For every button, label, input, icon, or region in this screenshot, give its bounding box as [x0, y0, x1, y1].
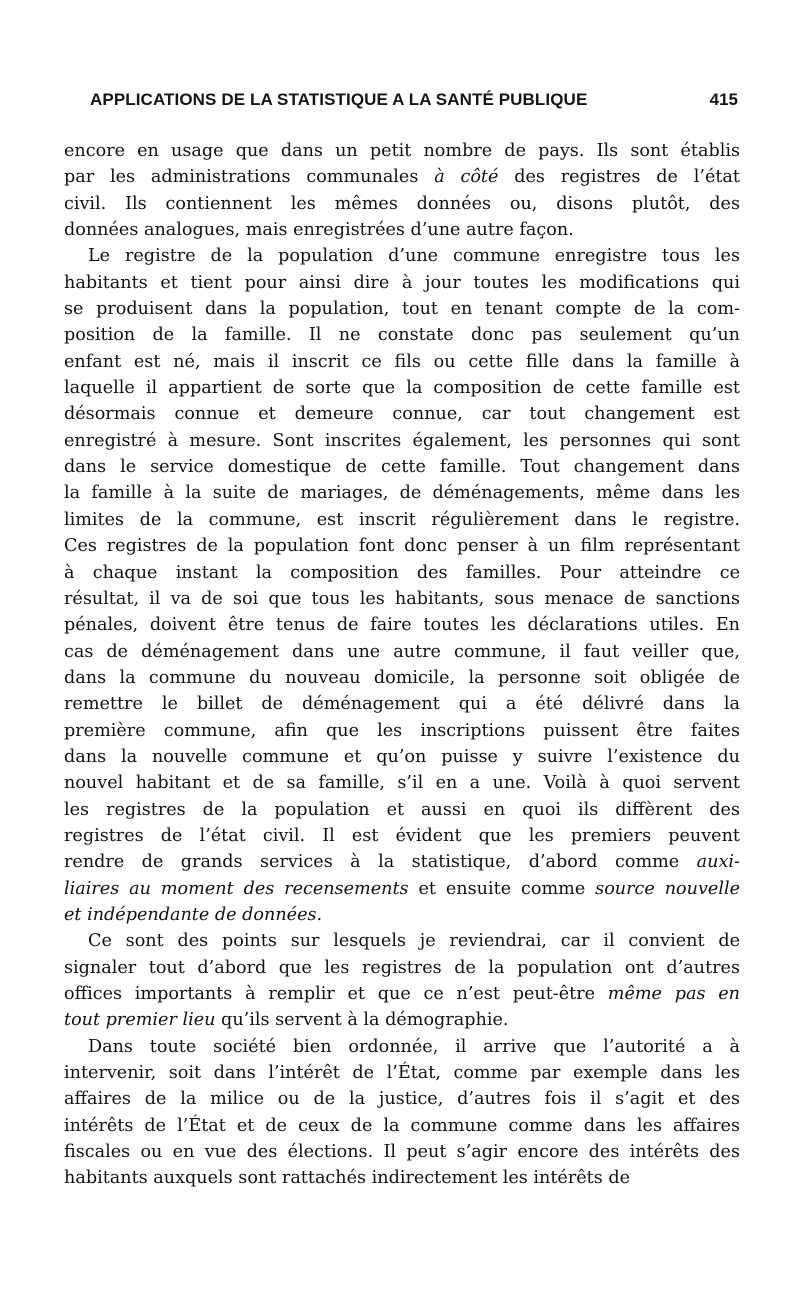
text-line: [64, 876, 740, 902]
text-run: données analogues, mais enregistrées d’une autre façon.: [64, 220, 574, 241]
text-line: [64, 981, 740, 1007]
text-line: [64, 401, 740, 427]
text-run: résultat, il va de soi que tous les habitants, sous menace de sanctions: [64, 588, 740, 609]
text-run: Ces registres de la population font donc penser à un film représentant: [64, 536, 740, 557]
text-run: civil. Ils contiennent les mêmes données ou, disons plutôt, des: [64, 193, 740, 214]
text-run: et ensuite comme: [408, 878, 596, 899]
text-run: signaler tout d’abord que les registres de la population ont d’autres: [64, 957, 740, 978]
text-run: par les administrations communales: [64, 167, 435, 188]
text-run: intervenir, soit dans l’intérêt de l’État, comme par exemple dans les: [64, 1063, 740, 1084]
text-run: intérêts de l’État et de ceux de la commune comme dans les affaires: [64, 1115, 740, 1136]
text-line: [64, 744, 740, 770]
text-run: Le registre de la population d’une commune enregistre tous les: [88, 246, 740, 267]
italic-text-run: tout premier lieu: [64, 1010, 216, 1031]
text-line: [64, 270, 740, 296]
text-line: [64, 849, 740, 875]
text-run: Ce sont des points sur lesquels je reviendrai, car il convient de: [88, 931, 740, 952]
paragraph: [64, 138, 740, 243]
text-line: [64, 349, 740, 375]
italic-text-run: liaires au moment des recensements: [64, 878, 409, 899]
text-line: [64, 1086, 740, 1112]
text-line: [64, 770, 740, 796]
text-run: première commune, afin que les inscriptions puissent être faites: [64, 720, 740, 741]
text-line: [64, 191, 740, 217]
text-run: la famille à la suite de mariages, de déménagements, même dans les: [64, 483, 740, 504]
running-head: [64, 90, 740, 116]
text-run: à chaque instant la composition des familles. Pour atteindre ce: [64, 562, 740, 583]
paragraph: [64, 243, 740, 928]
text-line: [64, 1034, 740, 1060]
text-run: habitants et tient pour ainsi dire à jour toutes les modifications qui: [64, 272, 740, 293]
text-run: désormais connue et demeure connue, car tout changement est: [64, 404, 740, 425]
text-run: dans la nouvelle commune et qu’on puisse y suivre l’existence du: [64, 746, 740, 767]
text-run: les registres de la population et aussi en quoi ils diffèrent des: [64, 799, 740, 820]
text-run: remettre le billet de déménagement qui a été délivré dans la: [64, 694, 740, 715]
text-run: pénales, doivent être tenus de faire toutes les déclarations utiles. En: [64, 615, 740, 636]
text-line: [64, 902, 740, 928]
italic-text-run: même pas en: [607, 984, 740, 1004]
text-line: [64, 375, 740, 401]
text-line: [64, 164, 740, 190]
text-run: cas de déménagement dans une autre commune, il faut veiller que,: [64, 641, 740, 662]
italic-text-run: source nouvelle: [595, 878, 740, 899]
text-run: des registres de l’état: [498, 167, 740, 188]
text-line: [64, 928, 740, 954]
text-run: se produisent dans la population, tout en tenant compte de la com-: [64, 299, 740, 320]
text-run: enfant est né, mais il inscrit ce fils ou cette fille dans la famille à: [64, 351, 740, 372]
text-line: [64, 612, 740, 638]
text-line: [64, 138, 740, 164]
text-line: [64, 296, 740, 322]
italic-text-run: et indépendante de données.: [64, 904, 323, 925]
page-number: 415: [709, 90, 738, 109]
text-run: dans la commune du nouveau domicile, la personne soit obligée de: [64, 667, 740, 688]
text-line: [64, 586, 740, 612]
text-line: [64, 1113, 740, 1139]
italic-text-run: auxi-: [696, 852, 740, 873]
text-line: [64, 955, 740, 981]
text-run: nouvel habitant et de sa famille, s’il en a une. Voilà à quoi servent: [64, 773, 740, 794]
text-line: [64, 797, 740, 823]
body-text: [64, 138, 740, 1192]
text-run: encore en usage que dans un petit nombre de pays. Ils sont établis: [64, 141, 740, 161]
text-line: [64, 665, 740, 691]
text-line: [64, 1165, 740, 1191]
text-line: [64, 243, 740, 269]
paragraph: [64, 928, 740, 1033]
text-run: enregistré à mesure. Sont inscrites également, les personnes qui sont: [64, 430, 740, 451]
running-title: APPLICATIONS DE LA STATISTIQUE A LA SANTÉ PUBLIQUE: [90, 90, 588, 109]
paragraph: [64, 1034, 740, 1192]
text-line: [64, 428, 740, 454]
text-line: [64, 454, 740, 480]
text-line: [64, 691, 740, 717]
text-line: [64, 823, 740, 849]
text-run: fiscales ou en vue des élections. Il peut s’agir encore des intérêts des: [64, 1142, 740, 1163]
text-line: [64, 322, 740, 348]
text-run: habitants auxquels sont rattachés indirectement les intérêts de: [64, 1168, 631, 1189]
italic-text-run: à côté: [434, 167, 499, 188]
text-run: affaires de la milice ou de la justice, d’autres fois il s’agit et des: [64, 1089, 740, 1110]
text-line: [64, 217, 740, 243]
text-line: [64, 507, 740, 533]
text-run: qu’ils servent à la démographie.: [215, 1010, 509, 1031]
text-run: rendre de grands services à la statistique, d’abord comme: [64, 852, 697, 873]
text-run: laquelle il appartient de sorte que la composition de cette famille est: [64, 378, 740, 399]
text-run: limites de la commune, est inscrit régulièrement dans le registre.: [64, 509, 740, 530]
text-line: [64, 480, 740, 506]
text-run: registres de l’état civil. Il est évident que les premiers peuvent: [64, 825, 740, 846]
text-run: dans le service domestique de cette famille. Tout changement dans: [64, 457, 740, 478]
text-line: [64, 560, 740, 586]
text-line: [64, 1007, 740, 1033]
text-line: [64, 718, 740, 744]
text-run: Dans toute société bien ordonnée, il arrive que l’autorité a à: [88, 1036, 740, 1057]
text-line: [64, 533, 740, 559]
text-run: position de la famille. Il ne constate donc pas seulement qu’un: [64, 325, 740, 346]
text-run: offices importants à remplir et que ce n’est peut-être: [64, 984, 608, 1004]
text-line: [64, 639, 740, 665]
text-line: [64, 1060, 740, 1086]
text-line: [64, 1139, 740, 1165]
